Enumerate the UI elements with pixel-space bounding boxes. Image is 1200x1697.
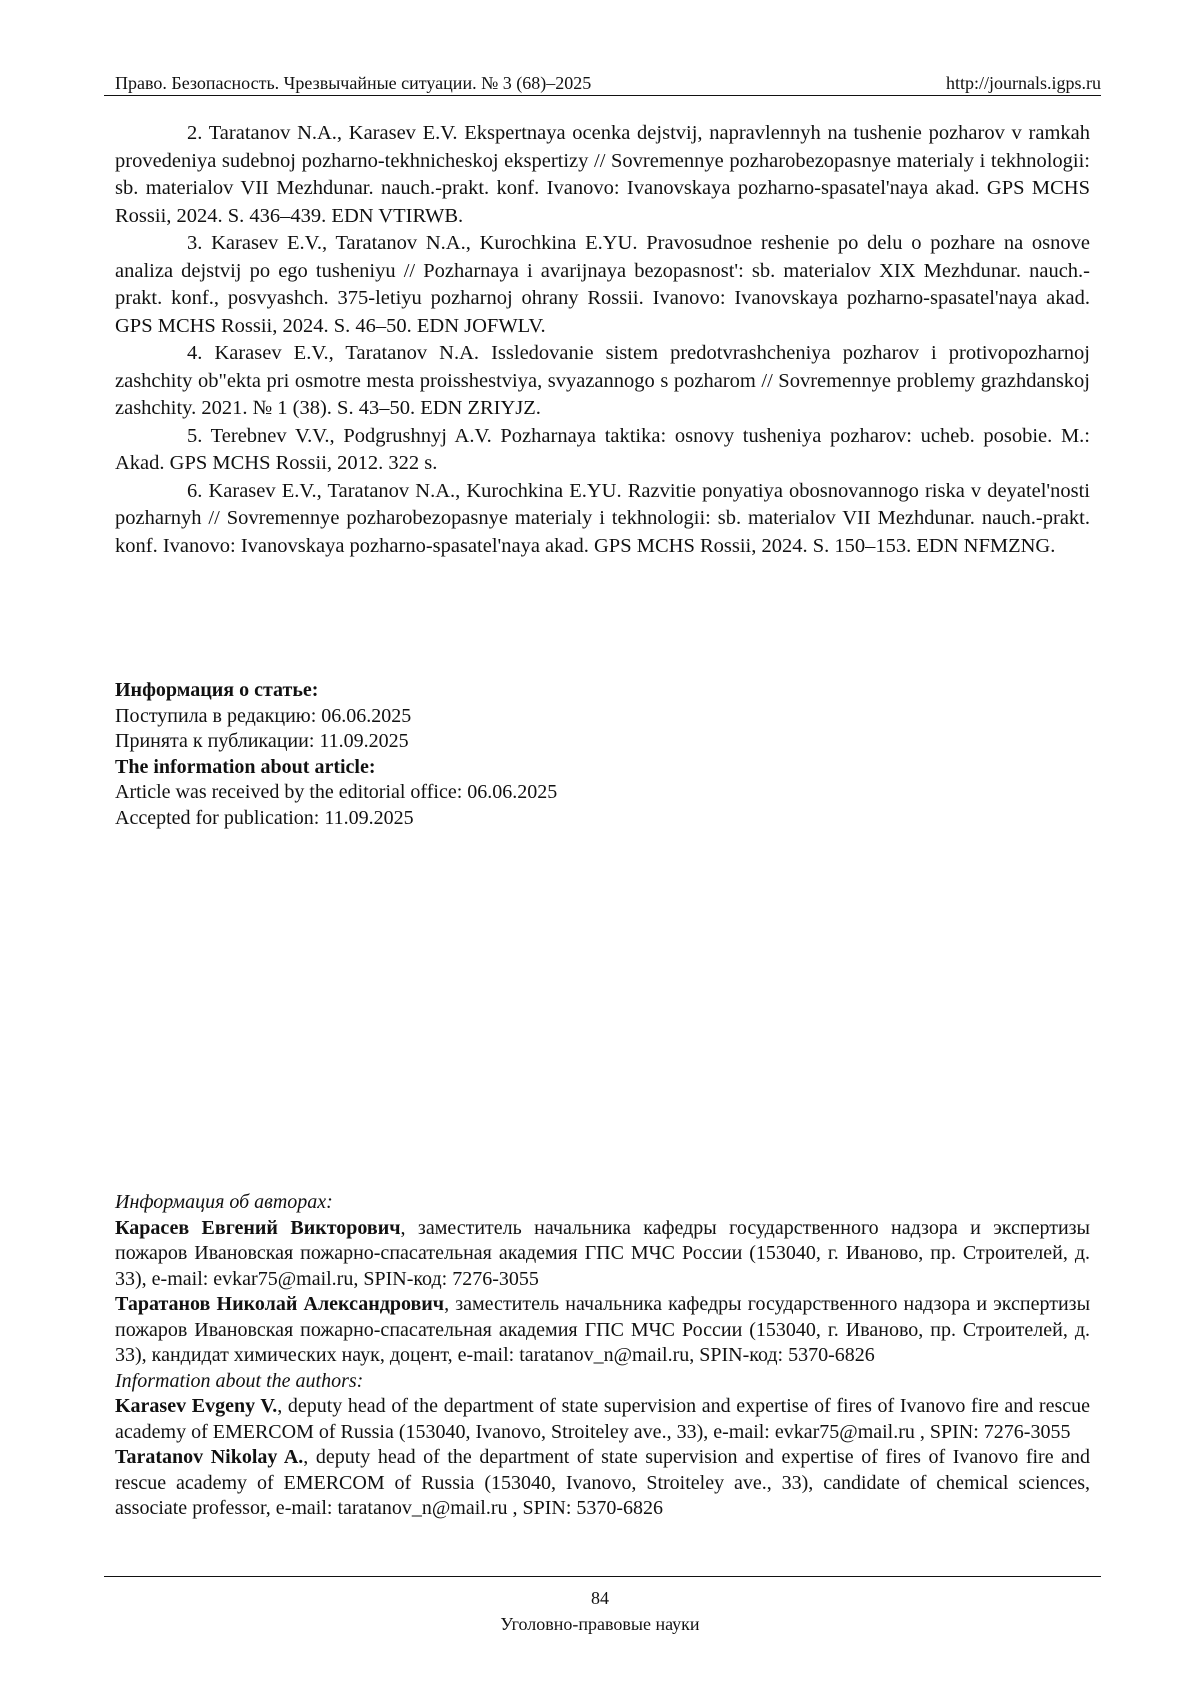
reference-item: 6. Karasev E.V., Taratanov N.A., Kurochkina E.YU. Razvitie ponyatiya obosnovannogo riska v deyatel'nosti pozharnyh // Sovremennye pozharobezopasnye materialy i tekhnologii: sb. materialov VII Mezhdunar. nauch.-prakt. konf. Ivanovo: Ivanovskaya pozharno-spasatel'naya akad. GPS MCHS Rossii, 2024. S. 150–153. EDN NFMZNG. (115, 479, 1090, 557)
page-number: 84 (591, 1588, 609, 1608)
reference-list (115, 120, 1090, 560)
reference-item: 2. Taratanov N.A., Karasev E.V. Ekspertnaya ocenka dejstvij, napravlennyh na tushenie pozharov v ramkah provedeniya sudebnoj pozharno-tekhnicheskoj ekspertizy // Sovremennye pozharobezopasnye materialy i tekhnologii: sb. materialov VII Mezhdunar. nauch.-prakt. konf. Ivanovo: Ivanovskaya pozharno-spasatel'naya akad. GPS MCHS Rossii, 2024. S. 436–439. EDN VTIRWB. (115, 122, 1090, 227)
author-entry-ru (115, 1216, 1090, 1293)
journal-title: Право. Безопасность. Чрезвычайные ситуации. № 3 (68)–2025 (115, 73, 592, 93)
author-details: , deputy head of the department of state supervision and expertise of fires of Ivanovo fire and rescue academy of EMERCOM of Russia (153040, Ivanovo, Stroiteley ave., 33), candidate of chemical sciences, associate professor, e-mail: taratanov_n@mail.ru , SPIN: 5370-6826 (115, 1446, 1091, 1519)
author-details: , deputy head of the department of state supervision and expertise of fires of Ivanovo fire and rescue academy of EMERCOM of Russia (153040, Ivanovo, Stroiteley ave., 33), e-mail: evkar75@mail.ru , SPIN: 7276-3055 (115, 1395, 1091, 1443)
author-name: Карасев Евгений Викторович (115, 1216, 401, 1239)
author-name: Taratanov Nikolay A. (115, 1446, 304, 1468)
running-header (115, 72, 1101, 94)
authors-info (115, 1190, 1090, 1522)
author-name: Karasev Evgeny V. (115, 1395, 278, 1417)
received-date-en: Article was received by the editorial office: 06.06.2025 (115, 781, 558, 803)
reference-item: 5. Terebnev V.V., Podgrushnyj A.V. Pozharnaya taktika: osnovy tusheniya pozharov: ucheb. posobie. M.: Akad. GPS MCHS Rossii, 2012. 322 s. (115, 424, 1090, 474)
authors-heading-ru: Информация об авторах: (115, 1191, 333, 1213)
author-details: , заместитель начальника кафедры государственного надзора и экспертизы пожаров Ивановская пожарно-спасательная академия ГПС МЧС России (153040, г. Иваново, пр. Строителей, д. 33), кандидат химических наук, доцент, e-mail: taratanov_n@mail.ru, SPIN-код: 5370-6826 (115, 1293, 1091, 1366)
authors-heading-en: Information about the authors: (115, 1369, 364, 1392)
accepted-date-ru: Принята к публикации: 11.09.2025 (115, 730, 409, 752)
author-name: Таратанов Николай Александрович (115, 1293, 445, 1315)
article-info-heading-ru: Информация о статье: (115, 679, 319, 701)
author-entry-en (115, 1394, 1090, 1445)
section-name: Уголовно-правовые науки (500, 1614, 700, 1634)
reference-item: 3. Karasev E.V., Taratanov N.A., Kurochkina E.YU. Pravosudnoe reshenie po delu o pozhare na osnove analiza dejstvij po ego tusheniyu // Pozharnaya i avarijnaya bezopasnost': sb. materialov XIX Mezhdunar. nauch.-prakt. konf., posvyashch. 375-letiyu pozharnoj ohrany Rossii. Ivanovo: Ivanovskaya pozharno-spasatel'naya akad. GPS MCHS Rossii, 2024. S. 46–50. EDN JOFWLV. (115, 232, 1090, 337)
author-details: , заместитель начальника кафедры государственного надзора и экспертизы пожаров Ивановская пожарно-спасательная академия ГПС МЧС России (153040, г. Иваново, пр. Строителей, д. 33), e-mail: evkar75@mail.ru, SPIN-код: 7276-3055 (115, 1216, 1090, 1290)
footer-rule (104, 1576, 1101, 1577)
author-entry-ru (115, 1292, 1090, 1369)
header-rule (104, 95, 1101, 96)
accepted-date-en: Accepted for publication: 11.09.2025 (115, 806, 414, 829)
reference-item: 4. Karasev E.V., Taratanov N.A. Issledovanie sistem predotvrashcheniya pozharov i protivopozharnoj zashchity ob"ekta pri osmotre mesta proisshestviya, svyazannogo s pozharom // Sovremennye problemy grazhdanskoj zashchity. 2021. № 1 (38). S. 43–50. EDN ZRIYJZ. (115, 342, 1090, 419)
received-date-ru: Поступила в редакцию: 06.06.2025 (115, 704, 412, 727)
article-info (115, 678, 1090, 831)
article-info-heading-en: The information about article: (115, 755, 376, 778)
author-entry-en (115, 1445, 1090, 1522)
journal-url[interactable]: http://journals.igps.ru (946, 73, 1101, 93)
